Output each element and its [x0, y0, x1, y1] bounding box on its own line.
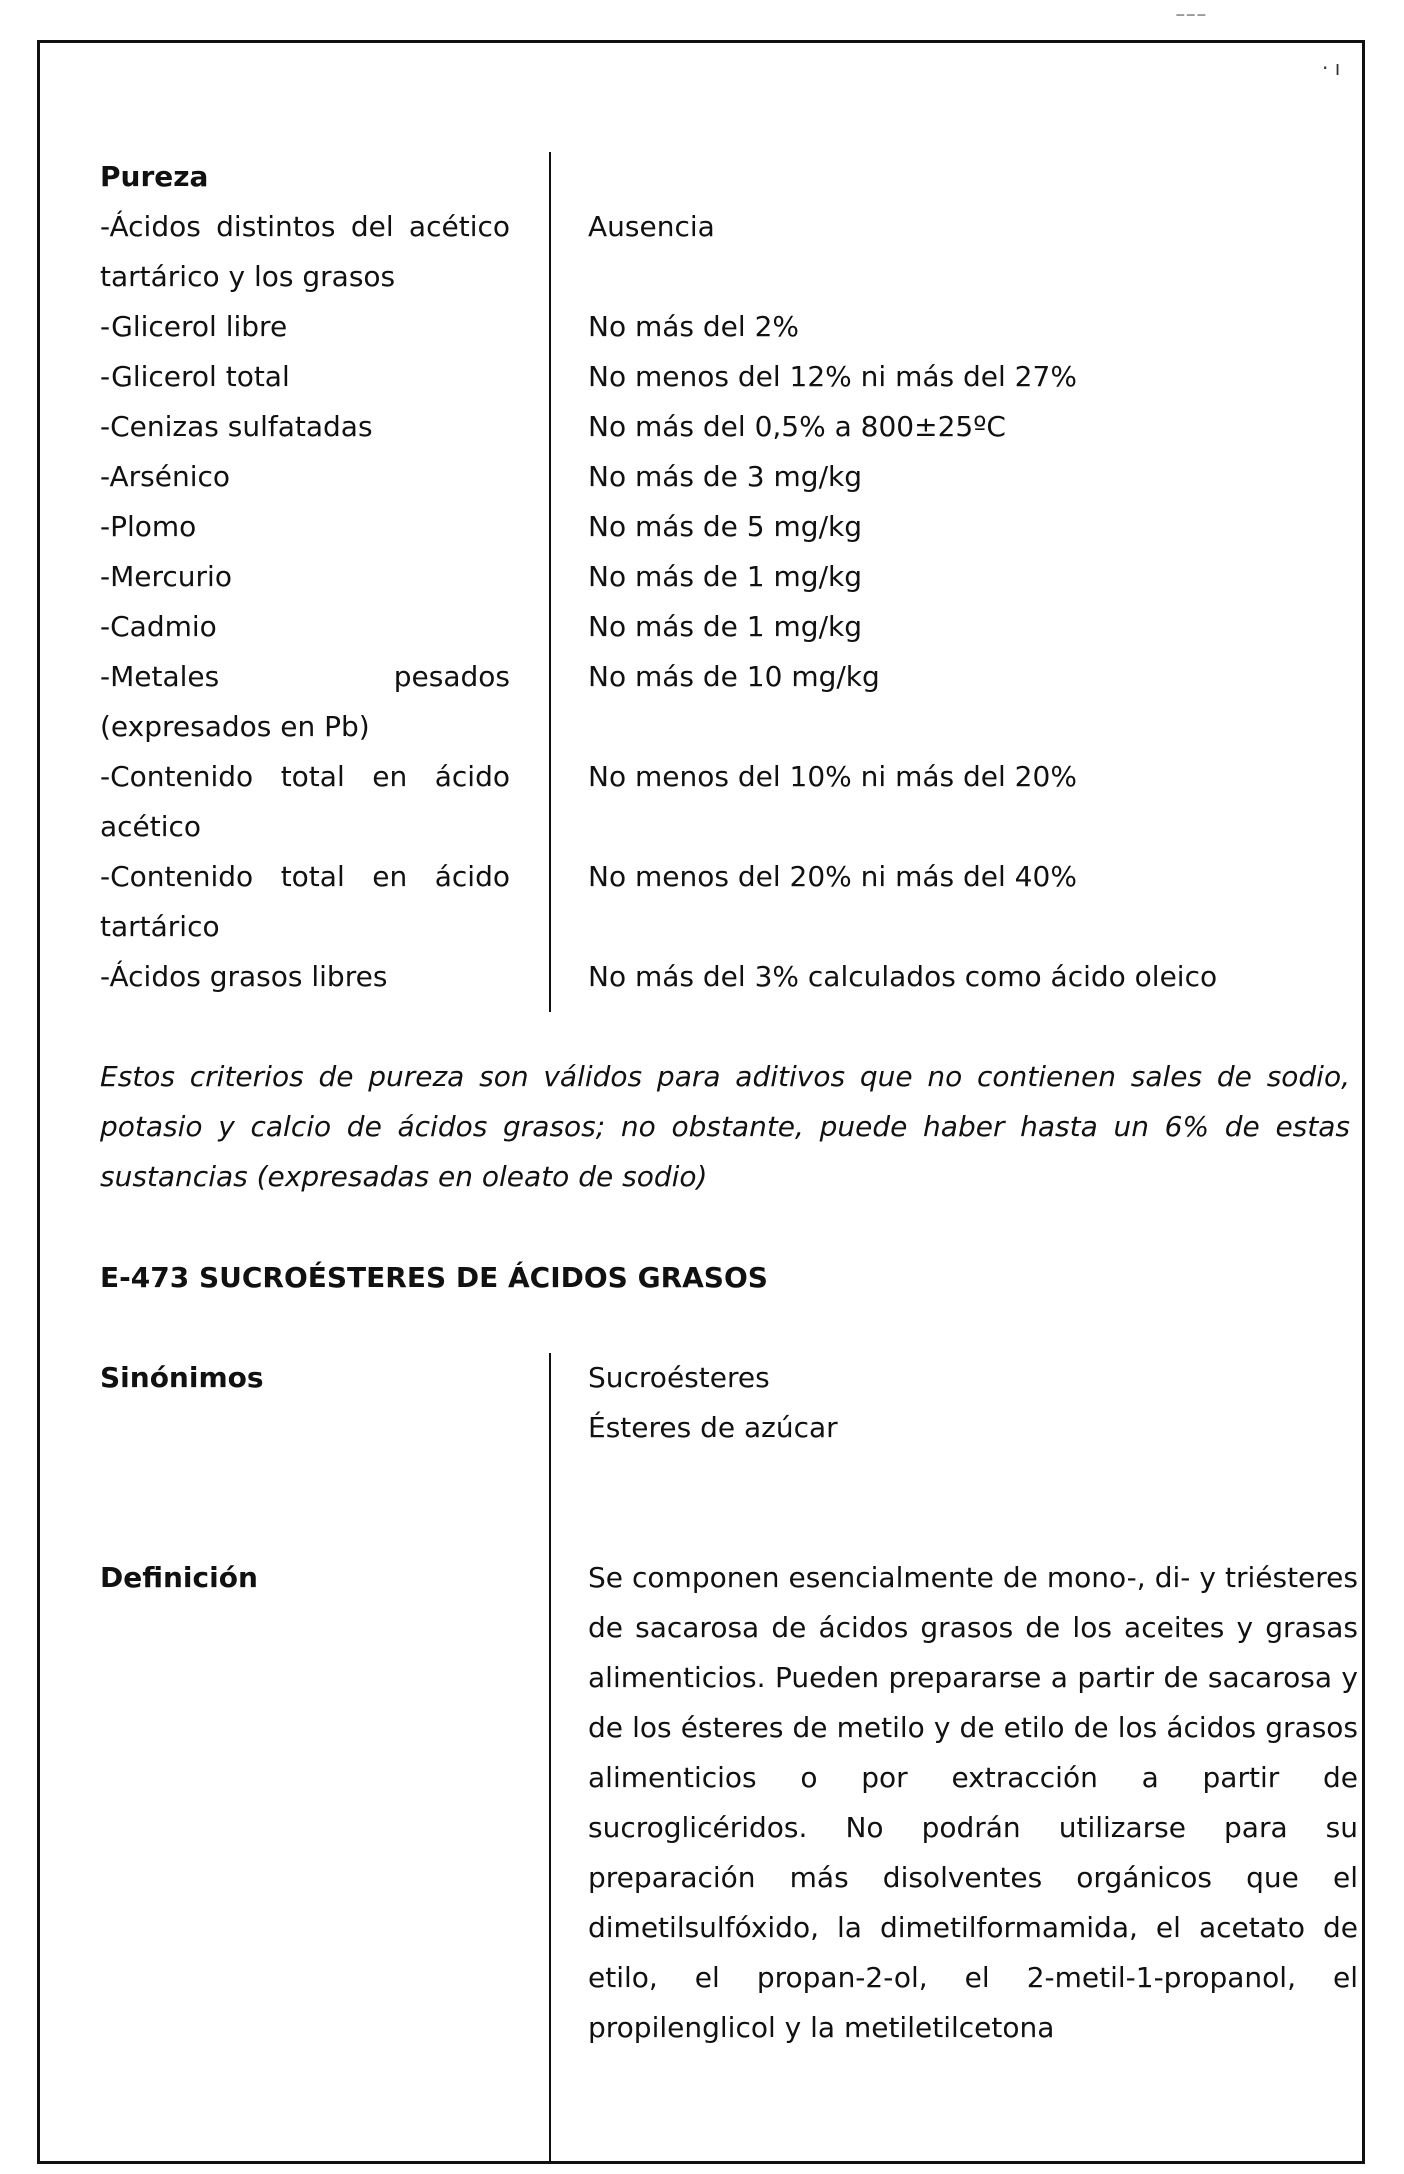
- synonym-item: Sucroésteres: [588, 1361, 770, 1394]
- column-divider: [549, 1553, 551, 2163]
- synonym-item: Ésteres de azúcar: [588, 1411, 838, 1444]
- purity-row: [100, 602, 1360, 652]
- synonyms-row: [100, 1353, 1360, 1553]
- column-divider: [549, 552, 551, 602]
- purity-table: [100, 152, 1360, 1012]
- column-divider: [549, 602, 551, 652]
- purity-row: [100, 202, 1360, 302]
- purity-value: No menos del 12% ni más del 27%: [588, 360, 1077, 393]
- column-divider: [549, 752, 551, 852]
- purity-value: No más del 2%: [588, 310, 799, 343]
- purity-value: No más de 10 mg/kg: [588, 660, 880, 693]
- synonyms-values: [588, 1353, 1358, 1553]
- purity-label: -Contenido total en ácido tartárico: [100, 860, 510, 943]
- purity-label: -Glicerol libre: [100, 310, 288, 343]
- purity-row: [100, 502, 1360, 552]
- column-divider: [549, 302, 551, 352]
- purity-note: Estos criterios de pureza son válidos para aditivos que no contienen sales de sodio, potasio y calcio de ácidos grasos; no obstante, puede haber hasta un 6% de estas sustancias (expresadas en oleato de sodio): [100, 1060, 1350, 1193]
- purity-title: Pureza: [100, 160, 209, 193]
- purity-row: [100, 652, 1360, 752]
- purity-label: -Glicerol total: [100, 360, 290, 393]
- purity-label: -Ácidos grasos libres: [100, 960, 388, 993]
- column-divider: [549, 852, 551, 952]
- purity-row: [100, 302, 1360, 352]
- purity-value: No más de 1 mg/kg: [588, 610, 862, 643]
- purity-row: [100, 752, 1360, 852]
- spacer: [588, 1453, 1358, 1553]
- purity-value: No menos del 10% ni más del 20%: [588, 760, 1077, 793]
- purity-label: -Metales pesados (expresados en Pb): [100, 660, 510, 743]
- scan-mark: · ı: [1322, 56, 1341, 80]
- purity-value: No menos del 20% ni más del 40%: [588, 860, 1077, 893]
- purity-label: -Cadmio: [100, 610, 217, 643]
- column-divider: [549, 952, 551, 1002]
- purity-label: -Ácidos distintos del acético tartárico y los grasos: [100, 210, 510, 293]
- scan-mark: ⁻⁻⁻: [1175, 6, 1207, 30]
- purity-label: -Cenizas sulfatadas: [100, 410, 373, 443]
- definition-label: Definición: [100, 1561, 258, 1594]
- purity-row: [100, 452, 1360, 502]
- section-heading: E-473 SUCROÉSTERES DE ÁCIDOS GRASOS: [100, 1261, 768, 1294]
- purity-row: [100, 352, 1360, 402]
- column-divider: [549, 502, 551, 552]
- column-divider: [549, 352, 551, 402]
- purity-value: No más de 5 mg/kg: [588, 510, 862, 543]
- definition-text: [588, 1553, 1358, 2163]
- definition-body: Se componen esencialmente de mono-, di- y triésteres de sacarosa de ácidos grasos de los aceites y grasas alimenticios. Pueden prepararse a partir de sacarosa y de los ésteres de metilo y de etilo de los ácidos grasos alimenticios o por extracción a partir de sucroglicéridos. No podrán utilizarse para su preparación más disolventes orgánicos que el dimetilsulfóxido, la dimetilformamida, el acetato de etilo, el propan-2-ol, el 2-metil-1-propanol, el propilenglicol y la metiletilcetona: [588, 1561, 1358, 2044]
- column-divider: [549, 452, 551, 502]
- column-divider: [549, 1353, 551, 1553]
- column-divider: [549, 652, 551, 752]
- purity-value: Ausencia: [588, 210, 715, 243]
- purity-label: -Mercurio: [100, 560, 232, 593]
- purity-row: [100, 952, 1360, 1002]
- column-divider: [549, 402, 551, 452]
- purity-value: No más de 3 mg/kg: [588, 460, 862, 493]
- purity-label: -Plomo: [100, 510, 197, 543]
- additive-table: [100, 1353, 1360, 2163]
- column-divider: [549, 202, 551, 302]
- purity-title-row: [100, 152, 1360, 202]
- purity-value: No más del 0,5% a 800±25ºC: [588, 410, 1006, 443]
- purity-row: [100, 402, 1360, 452]
- purity-label: -Contenido total en ácido acético: [100, 760, 510, 843]
- column-divider: [549, 1002, 551, 1012]
- synonyms-label: Sinónimos: [100, 1361, 264, 1394]
- purity-row: [100, 852, 1360, 952]
- purity-value: No más de 1 mg/kg: [588, 560, 862, 593]
- column-divider: [549, 152, 551, 202]
- definition-row: [100, 1553, 1360, 2163]
- purity-row: [100, 552, 1360, 602]
- purity-label: -Arsénico: [100, 460, 231, 493]
- purity-value: No más del 3% calculados como ácido oleico: [588, 960, 1218, 993]
- purity-table-end: [100, 1002, 1360, 1012]
